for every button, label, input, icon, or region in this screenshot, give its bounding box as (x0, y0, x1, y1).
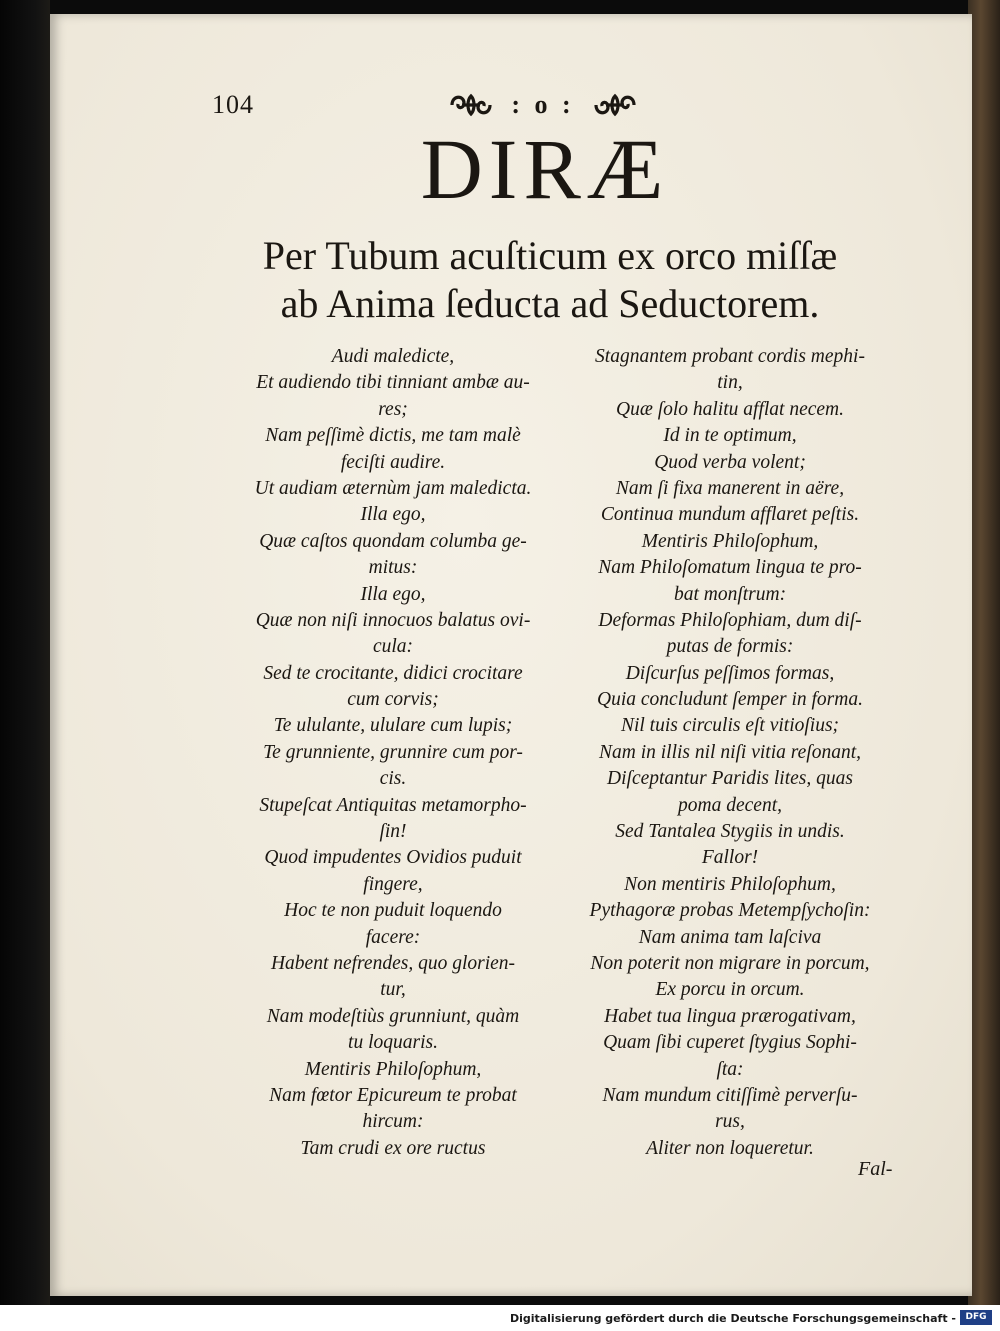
head-ornament (448, 88, 638, 122)
right-text-column (565, 344, 895, 1162)
verse-line: Quam ſibi cuperet ſtygius Sophi- (603, 1032, 857, 1054)
verse-line: bat monſtrum: (673, 583, 787, 605)
verse-line: Fallor! (701, 847, 759, 869)
book-spine-shadow (0, 0, 50, 1305)
verse-line: Sed te crocitante, didici crocitare (263, 662, 523, 684)
verse-line: Nam fœtor Epicureum te probat (269, 1084, 517, 1106)
verse-line: ſta: (716, 1058, 744, 1080)
verse-line: Nam in illis nil niſi vitia reſonant, (599, 741, 861, 763)
verse-line: Tam crudi ex ore ructus (300, 1137, 486, 1159)
scanned-page (50, 14, 972, 1296)
verse-line: rus, (715, 1111, 745, 1133)
verse-line: Nam ſi fixa manerent in aëre, (615, 477, 845, 499)
floral-ornament-icon (592, 90, 638, 120)
verse-line: tu loquaris. (348, 1032, 438, 1054)
verse-line: Nam mundum citiſſimè perverſu- (602, 1084, 858, 1106)
verse-line: Ex porcu in orcum. (655, 979, 805, 1001)
verse-line: Mentiris Philoſophum, (641, 530, 819, 552)
left-text-column (228, 344, 558, 1162)
verse-line: Stagnantem probant cordis mephi- (595, 346, 865, 367)
verse-line: Quæ caſtos quondam columba ge- (259, 530, 527, 552)
verse-line: Te ululante, ululare cum lupis; (273, 715, 513, 737)
verse-line: putas de formis: (666, 636, 794, 658)
verse-line: Illa ego, (360, 504, 426, 526)
verse-line: Continua mundum afflaret peſtis. (600, 504, 860, 526)
verse-line: Sed Tantalea Stygiis in undis. (615, 821, 845, 843)
verse-line: Stupeſcat Antiquitas metamorpho- (259, 794, 527, 816)
subtitle-line: Per Tubum acuſticum ex orco miſſæ (262, 233, 838, 278)
verse-line: ſin! (379, 821, 407, 843)
verse-line: Quod verba volent; (654, 451, 806, 473)
verse-line: tur, (380, 979, 406, 1001)
verse-line: Non mentiris Philoſophum, (624, 873, 836, 895)
footer-credit: Digitalisierung gefördert durch die Deutsche Forschungsgemeinschaft - (509, 1312, 956, 1325)
verse-line: Ut audiam æternùm jam maledicta. (254, 477, 532, 499)
verse-line: Hoc te non puduit loquendo (284, 900, 502, 922)
verse-line: Quod impudentes Ovidios puduit (264, 847, 522, 869)
verse-line: Nam Philoſomatum lingua te pro- (598, 557, 862, 579)
subtitle-line: ab Anima ſeducta ad Seductorem. (280, 281, 820, 326)
digitization-footer (0, 1305, 1000, 1331)
verse-line: tin, (717, 372, 743, 394)
verse-line: Nil tuis circulis eſt vitioſius; (620, 715, 840, 737)
verse-line: res; (378, 398, 408, 420)
verse-line: cum corvis; (347, 689, 439, 711)
verse-line: Te grunniente, grunnire cum por- (263, 741, 523, 763)
verse-line: Nam modeſtiùs grunniunt, quàm (266, 1005, 520, 1027)
verse-line: feciſti audire. (340, 451, 446, 473)
verse-line: Aliter non loqueretur. (646, 1137, 814, 1159)
verse-line: Nam peſſimè dictis, me tam malè (265, 425, 521, 447)
ornament-separator: : o : (511, 90, 575, 119)
verse-line: Habent nefrendes, quo glorien- (270, 952, 516, 974)
verse-line: Quæ ſolo halitu afflat necem. (615, 398, 845, 420)
verse-line: Illa ego, (360, 583, 426, 605)
verse-line: Quia concludunt ſemper in forma. (597, 689, 863, 711)
verse-line: fingere, (363, 873, 423, 895)
verse-line: Id in te optimum, (663, 425, 797, 447)
verse-line: poma decent, (678, 794, 782, 816)
verse-line: Pythagoræ probas Metempſychoſin: (589, 900, 871, 922)
verse-line: mitus: (368, 557, 418, 579)
verse-line: Diſcurſus peſſimos formas, (625, 662, 835, 684)
verse-line: Et audiendo tibi tinniant ambæ au- (256, 372, 530, 394)
page-title: DIRÆ (420, 121, 670, 217)
verse-line: Audi maledicte, (331, 346, 455, 367)
floral-ornament-icon (448, 90, 494, 120)
catchword: Fal- (858, 1158, 893, 1180)
verse-line: Diſceptantur Paridis lites, quas (607, 768, 853, 790)
dfg-logo: DFG (960, 1310, 992, 1325)
verse-line: Non poterit non migrare in porcum, (590, 952, 870, 974)
verse-line: Deformas Philoſophiam, dum diſ- (598, 609, 862, 631)
page-number: 104 (212, 90, 254, 119)
verse-line: cula: (372, 636, 414, 658)
verse-line: hircum: (362, 1111, 424, 1133)
verse-line: Nam anima tam laſciva (638, 926, 822, 948)
verse-line: Quæ non niſi innocuos balatus ovi- (255, 609, 531, 631)
verse-line: facere: (365, 926, 421, 948)
verse-line: Mentiris Philoſophum, (304, 1058, 482, 1080)
verse-line: cis. (379, 768, 407, 790)
verse-line: Habet tua lingua prærogativam, (604, 1005, 856, 1027)
book-edge (968, 0, 1000, 1305)
